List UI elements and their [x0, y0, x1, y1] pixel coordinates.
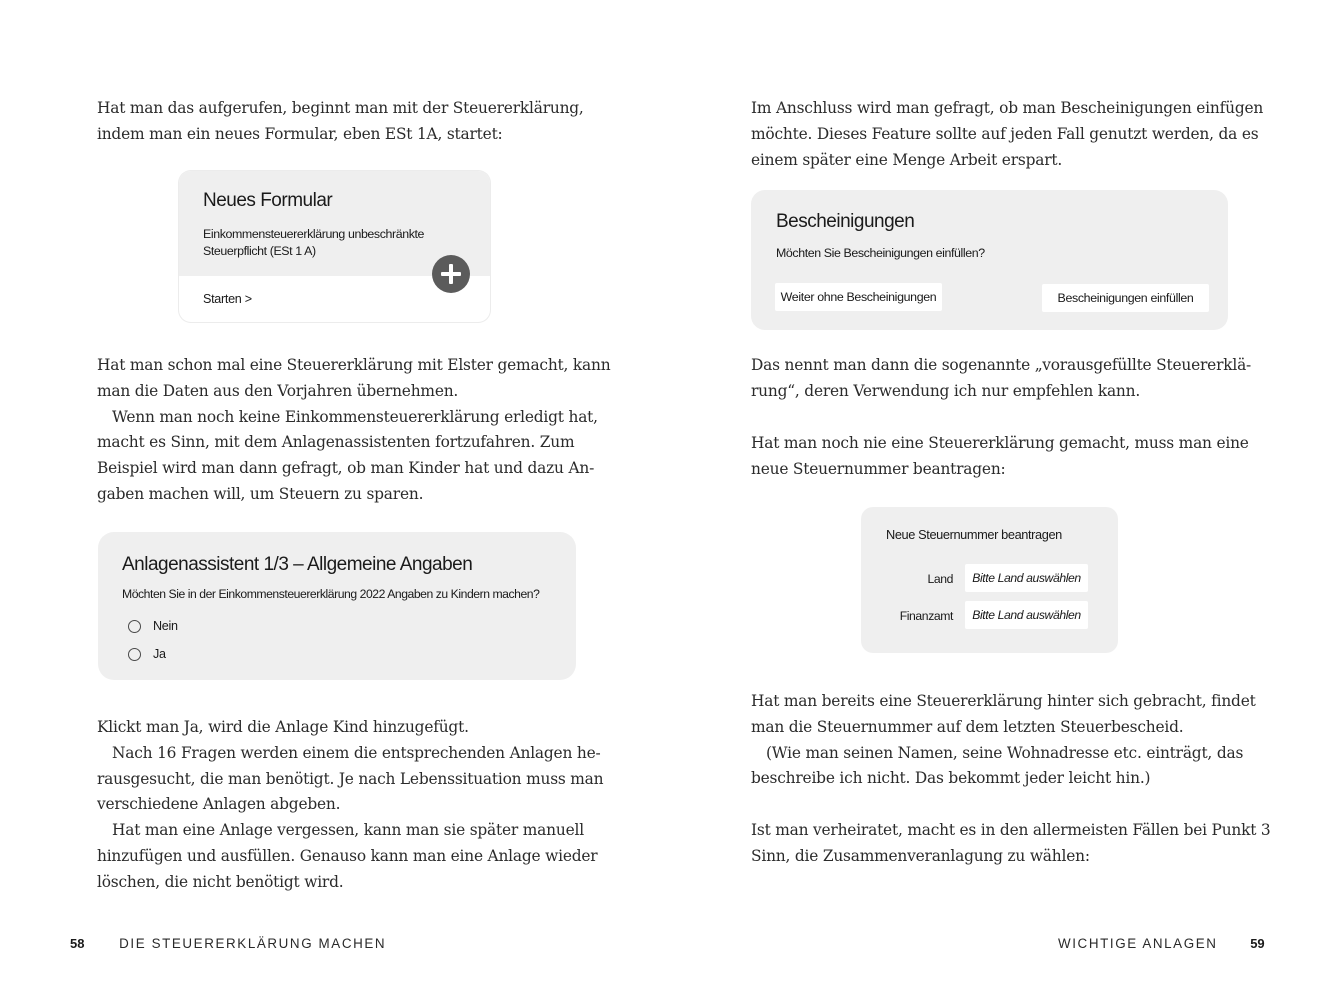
radio-label: Ja [153, 647, 166, 661]
text-line: Nach 16 Fragen werden einem die entsprechenden Anlagen he- [112, 743, 601, 762]
description-line: Einkommensteuererklärung unbeschränkte [203, 227, 425, 241]
plus-circle-icon[interactable] [432, 255, 470, 293]
text-line: Beispiel wird man dann gefragt, ob man Kinder hat und dazu An- [97, 459, 595, 478]
right-page [663, 0, 1326, 1000]
paragraph-married [751, 818, 1271, 870]
running-head: DIE STEUERERKLÄRUNG MACHEN [119, 936, 387, 951]
radio-circle-icon[interactable] [128, 648, 141, 661]
finanzamt-label: Finanzamt [899, 609, 953, 623]
text-line: Hat man eine Anlage vergessen, kann man sie später manuell [112, 821, 584, 840]
text-line: man die Steuernummer auf dem letzten Steuerbescheid. [751, 717, 1184, 736]
description-line: Steuerpflicht (ESt 1 A) [203, 244, 316, 258]
paragraph-prefilled [751, 353, 1252, 405]
assistant-card [98, 532, 576, 680]
assistant-question: Möchten Sie in der Einkommensteuererklärung 2022 Angaben zu Kindern machen? [122, 587, 540, 601]
paragraph-new-number [751, 431, 1249, 483]
text-line: Das nennt man dann die sogenannte „vorausgefüllte Steuererklä- [751, 356, 1252, 374]
text-line: Hat man schon mal eine Steuererklärung mit Elster gemacht, kann [97, 356, 611, 374]
land-select[interactable]: Bitte Land auswählen [965, 564, 1088, 592]
text-line: rung“, deren Verwendung ich nur empfehlen kann. [751, 381, 1141, 400]
skip-certificates-button[interactable]: Weiter ohne Bescheinigungen [775, 283, 942, 311]
radio-option-nein[interactable] [128, 619, 178, 633]
text-line: verschiedene Anlagen abgeben. [97, 795, 341, 814]
paragraph-end-left [97, 715, 604, 896]
page-number: 59 [1250, 936, 1265, 951]
text-line: einem später eine Menge Arbeit erspart. [751, 150, 1063, 169]
text-line: man die Daten aus den Vorjahren übernehmen. [97, 381, 459, 400]
new-form-title: Neues Formular [203, 190, 333, 211]
certificates-card [751, 190, 1228, 330]
radio-label: Nein [153, 619, 178, 633]
text-line: Ist man verheiratet, macht es in den allermeisten Fällen bei Punkt 3 [751, 821, 1271, 839]
text-line: rausgesucht, die man benötigt. Je nach Lebenssituation muss man [97, 769, 604, 788]
text-line: hinzufügen und ausfüllen. Genauso kann man eine Anlage wieder [97, 846, 598, 865]
text-line: (Wie man seinen Namen, seine Wohnadresse etc. einträgt, das [766, 743, 1244, 762]
text-line: Im Anschluss wird man gefragt, ob man Bescheinigungen einfügen [751, 99, 1264, 117]
certificates-question: Möchten Sie Bescheinigungen einfüllen? [776, 246, 985, 260]
text-line: Sinn, die Zusammenveranlagung zu wählen: [751, 846, 1090, 865]
paragraph-existing [751, 689, 1256, 792]
text-line: beschreibe ich nicht. Das bekommt jeder leicht hin.) [751, 769, 1151, 788]
land-label: Land [927, 572, 953, 586]
paragraph-middle-left [97, 353, 611, 508]
assistant-title: Anlagenassistent 1/3 – Allgemeine Angaben [122, 554, 473, 575]
page-number: 58 [70, 936, 85, 951]
finanzamt-select[interactable]: Bitte Land auswählen [965, 601, 1088, 629]
text-line: Hat man das aufgerufen, beginnt man mit der Steuererklärung, [97, 99, 584, 117]
radio-option-ja[interactable] [128, 647, 166, 661]
text-line: möchte. Dieses Feature sollte auf jeden Fall genutzt werden, da es [751, 124, 1259, 143]
paragraph-intro-left [97, 96, 584, 148]
start-link[interactable]: Starten > [203, 292, 252, 306]
fill-certificates-button[interactable]: Bescheinigungen einfüllen [1042, 284, 1209, 312]
certificates-title: Bescheinigungen [776, 211, 915, 232]
new-form-card [179, 171, 490, 322]
text-line: Wenn man noch keine Einkommensteuererklärung erledigt hat, [112, 407, 598, 426]
footer-right [1058, 936, 1265, 951]
footer-left [70, 936, 386, 951]
running-head: WICHTIGE ANLAGEN [1058, 936, 1218, 951]
text-line: neue Steuernummer beantragen: [751, 459, 1006, 478]
radio-circle-icon[interactable] [128, 620, 141, 633]
tax-number-title: Neue Steuernummer beantragen [886, 527, 1062, 542]
text-line: macht es Sinn, mit dem Anlagenassistenten fortzufahren. Zum [97, 433, 575, 452]
text-line: gaben machen will, um Steuern zu sparen. [97, 484, 424, 503]
new-form-description [203, 226, 424, 260]
text-line: Hat man noch nie eine Steuererklärung gemacht, muss man eine [751, 434, 1249, 452]
text-line: Hat man bereits eine Steuererklärung hinter sich gebracht, findet [751, 692, 1256, 710]
paragraph-intro-right [751, 96, 1264, 173]
text-line: Klickt man Ja, wird die Anlage Kind hinzugefügt. [97, 718, 469, 736]
text-line: indem man ein neues Formular, eben ESt 1A, startet: [97, 124, 503, 143]
text-line: löschen, die nicht benötigt wird. [97, 872, 344, 891]
tax-number-card [861, 507, 1118, 653]
